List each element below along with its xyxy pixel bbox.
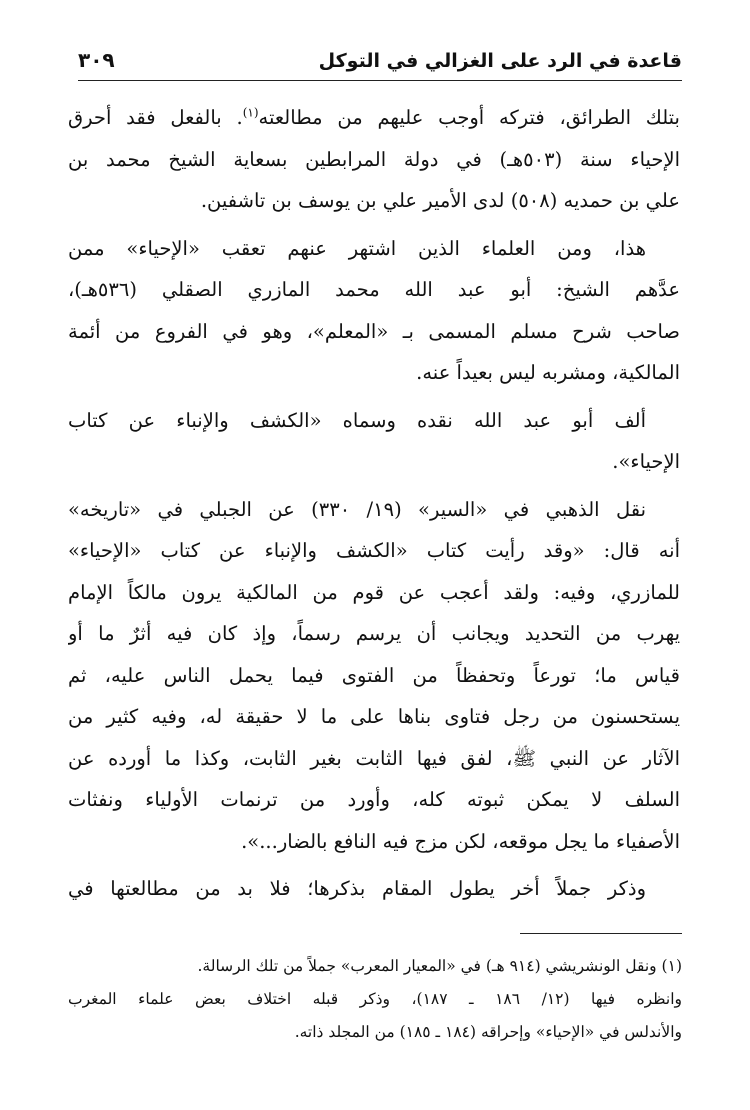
- text-line: قياس ما؛ تورعاً وتحفظاً من الفتوى فيما يحمل الناس عليه، ثم: [68, 663, 680, 687]
- text-line: السلف لا يمكن ثبوته كله، وأورد من ترنمات الأولياء ونفثات: [68, 788, 680, 811]
- footnote-line: والأندلس في «الإحياء» وإحراقه (١٨٤ ـ ١٨٥) من المجلد ذاته.: [294, 1023, 682, 1041]
- page-header: [78, 46, 682, 81]
- text-line: صاحب شرح مسلم المسمى بـ «المعلم»، وهو في الفروع من أئمة: [68, 319, 680, 343]
- paragraph-first-line: هذا، ومن العلماء الذين اشتهر عنهم تعقب «الإحياء» ممن: [68, 236, 646, 260]
- text-line: الأصفياء ما يجل موقعه، لكن مزج فيه النافع بالضار...».: [241, 829, 680, 853]
- text-line: الإحياء».: [612, 450, 680, 473]
- main-text: [68, 97, 680, 910]
- text-fragment: . بالفعل فقد أحرق: [68, 106, 243, 129]
- paragraph-first-line: نقل الذهبي في «السير» (١٩/ ٣٣٠) عن الجبلي في «تاريخه»: [68, 497, 646, 521]
- page-number: ٣٠٩: [78, 48, 115, 72]
- footnotes: [68, 950, 682, 1049]
- text-line: [68, 97, 680, 139]
- text-line: للمازري، وفيه: ولقد أعجب عن قوم من المالكية يرون مالكاً الإمام: [68, 580, 680, 604]
- text-line: عدَّهم الشيخ: أبو عبد الله محمد المازري الصقلي (٥٣٦هـ)،: [68, 278, 680, 301]
- paragraph-first-line: ألف أبو عبد الله نقده وسماه «الكشف والإنباء عن كتاب: [68, 408, 646, 432]
- footnote-line: وانظره فيها (١٢/ ١٨٦ ـ ١٨٧)، وذكر قبله اختلاف بعض علماء المغرب: [68, 990, 682, 1008]
- text-line: يستحسنون من رجل فتاوى بناها على ما لا حقيقة له، وفيه كثير من: [68, 705, 680, 728]
- running-title: قاعدة في الرد على الغزالي في التوكل: [318, 50, 682, 72]
- footnote-separator: [520, 933, 682, 934]
- footnote-line: (١) ونقل الونشريشي (٩١٤ هـ) في «المعيار المعرب» جملاً من تلك الرسالة.: [197, 957, 682, 975]
- text-line: الآثار عن النبي ﷺ، لفق فيها الثابت بغير الثابت، وكذا ما أورده عن: [68, 746, 680, 770]
- text-line: المالكية، ومشربه ليس بعيداً عنه.: [416, 361, 680, 384]
- text-fragment: بتلك الطرائق، فتركه أوجب عليهم من مطالعته: [258, 106, 680, 129]
- text-line: علي بن حمديه (٥٠٨) لدى الأمير علي بن يوسف بن تاشفين.: [200, 189, 680, 212]
- text-line: أنه قال: «وقد رأيت كتاب «الكشف والإنباء عن كتاب «الإحياء»: [68, 539, 680, 562]
- paragraph-first-line: وذكر جملاً أخر يطول المقام بذكرها؛ فلا بد من مطالعتها في: [68, 877, 646, 900]
- footnote-reference: (١): [242, 105, 259, 120]
- text-line: الإحياء سنة (٥٠٣هـ) في دولة المرابطين بسعاية الشيخ محمد بن: [68, 147, 680, 171]
- text-line: يهرب من التحديد ويجانب أن يرسم رسماً، وإذ كان فيه أثرٌ ما أو: [68, 622, 680, 645]
